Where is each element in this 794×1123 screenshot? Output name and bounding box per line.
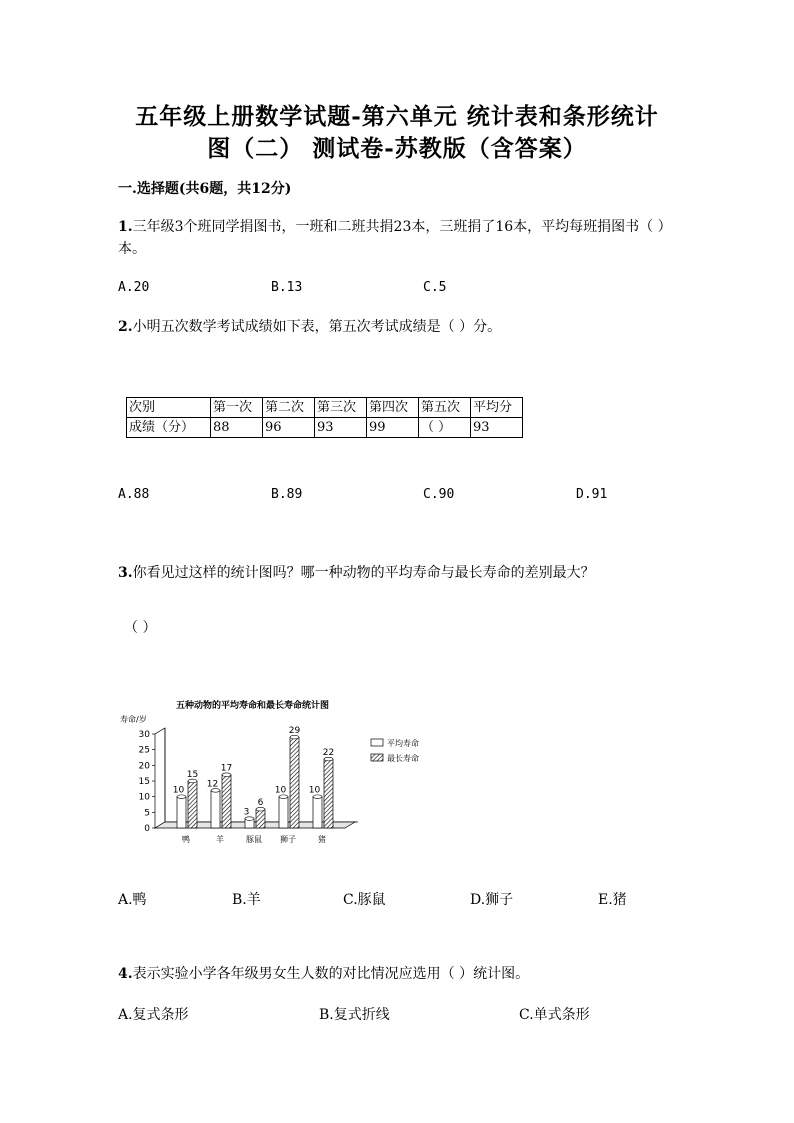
q1-option-a[interactable]: A.20 — [118, 280, 150, 295]
question-3 — [118, 562, 595, 584]
question-2-number: 2. — [118, 319, 133, 335]
legend-swatch — [371, 739, 383, 746]
score-table-row — [127, 418, 523, 438]
q1-option-c[interactable]: C.5 — [423, 280, 447, 295]
score-table-cell: 93 — [315, 418, 367, 438]
bar-max — [222, 775, 231, 828]
q4-option-a[interactable]: A.复式条形 — [118, 1007, 189, 1023]
question-2 — [118, 316, 501, 338]
score-table-cell: 93 — [471, 418, 523, 438]
legend-label: 平均寿命 — [387, 739, 419, 748]
x-category-label: 狮子 — [280, 835, 296, 844]
score-table-header-cell: 第五次 — [419, 398, 471, 418]
bar-value-label: 12 — [206, 779, 219, 790]
score-table-cell: 96 — [263, 418, 315, 438]
bar-max — [324, 759, 333, 828]
score-table-header-row — [127, 398, 523, 418]
score-table-header-cell: 第三次 — [315, 398, 367, 418]
x-category-label: 猪 — [318, 835, 326, 844]
chart-title: 五种动物的平均寿命和最长寿命统计图 — [176, 701, 330, 711]
bar-value-label: 17 — [220, 763, 233, 774]
question-4-number: 4. — [118, 966, 133, 982]
q4-option-c[interactable]: C.单式条形 — [519, 1007, 590, 1023]
bar-average — [177, 797, 186, 828]
bar-average — [313, 797, 322, 828]
bar-value-label: 6 — [257, 798, 264, 809]
q1-option-b[interactable]: B.13 — [271, 280, 303, 295]
question-1 — [118, 216, 678, 260]
y-tick-label: 10 — [138, 792, 150, 803]
section-heading: 一.选择题(共6题，共12分) — [118, 181, 292, 197]
q3-option-e[interactable]: E.猪 — [598, 892, 627, 908]
bar-value-label: 10 — [274, 785, 287, 796]
score-table-cell: 成绩（分） — [127, 418, 211, 438]
chart-side-wall — [155, 728, 165, 828]
bar-max — [290, 737, 299, 828]
q4-option-b[interactable]: B.复式折线 — [319, 1007, 390, 1023]
bar-average — [279, 797, 288, 828]
legend-swatch — [371, 754, 383, 761]
x-category-label: 羊 — [216, 835, 224, 844]
doc-title-line1: 五年级上册数学试题-第六单元 统计表和条形统计 — [135, 103, 659, 130]
bar-value-label: 29 — [288, 726, 301, 737]
q2-option-c[interactable]: C.90 — [423, 487, 455, 502]
bar-value-label: 22 — [322, 748, 335, 759]
question-3-number: 3. — [118, 565, 133, 581]
bar-value-label: 15 — [186, 770, 199, 780]
bar-max — [188, 781, 197, 828]
q3-option-a[interactable]: A.鸭 — [118, 892, 147, 908]
score-table-header-cell: 第一次 — [211, 398, 263, 418]
q2-option-b[interactable]: B.89 — [271, 487, 303, 502]
question-4 — [118, 963, 529, 985]
q2-option-d[interactable]: D.91 — [576, 487, 608, 502]
q3-option-b[interactable]: B.羊 — [232, 892, 261, 908]
score-table-header-cell: 第四次 — [367, 398, 419, 418]
score-table-header-cell: 次别 — [127, 398, 211, 418]
q3-option-c[interactable]: C.豚鼠 — [343, 892, 386, 908]
q2-option-a[interactable]: A.88 — [118, 487, 150, 502]
y-tick-label: 15 — [138, 777, 150, 787]
question-1-number: 1. — [118, 219, 133, 235]
y-tick-label: 5 — [144, 808, 150, 819]
y-tick-label: 30 — [138, 730, 150, 740]
bar-value-label: 10 — [308, 785, 321, 796]
bar-value-label: 10 — [172, 785, 185, 796]
question-4-text: 表示实验小学各年级男女生人数的对比情况应选用（ ）统计图。 — [132, 966, 530, 982]
y-axis-label: 寿命/岁 — [120, 715, 147, 724]
bar-average — [211, 790, 220, 828]
question-3-blank: （ ） — [124, 620, 157, 636]
y-tick-label: 0 — [144, 824, 150, 834]
y-tick-label: 20 — [138, 761, 150, 772]
score-table — [126, 397, 523, 438]
x-category-label: 豚鼠 — [246, 835, 262, 844]
question-2-text: 小明五次数学考试成绩如下表，第五次考试成绩是（ ）分。 — [132, 319, 502, 335]
legend-label: 最长寿命 — [387, 754, 419, 763]
q3-option-d[interactable]: D.狮子 — [470, 892, 514, 908]
score-table-cell: （ ） — [419, 418, 471, 438]
lifespan-bar-chart — [120, 712, 440, 852]
question-3-text: 你看见过这样的统计图吗？哪一种动物的平均寿命与最长寿命的差别最大？ — [132, 565, 595, 581]
score-table-cell: 99 — [367, 418, 419, 438]
score-table-cell: 88 — [211, 418, 263, 438]
x-category-label: 鸭 — [182, 835, 190, 844]
score-table-header-cell: 平均分 — [471, 398, 523, 418]
y-tick-label: 25 — [138, 745, 150, 756]
doc-title-line2: 图（二） 测试卷-苏教版（含答案） — [207, 135, 587, 162]
bar-value-label: 3 — [243, 807, 250, 818]
score-table-header-cell: 第二次 — [263, 398, 315, 418]
bar-max — [256, 809, 265, 828]
question-1-text: 三年级3个班同学捐图书，一班和二班共捐23本，三班捐了16本，平均每班捐图书（ ）本。 — [118, 219, 672, 257]
